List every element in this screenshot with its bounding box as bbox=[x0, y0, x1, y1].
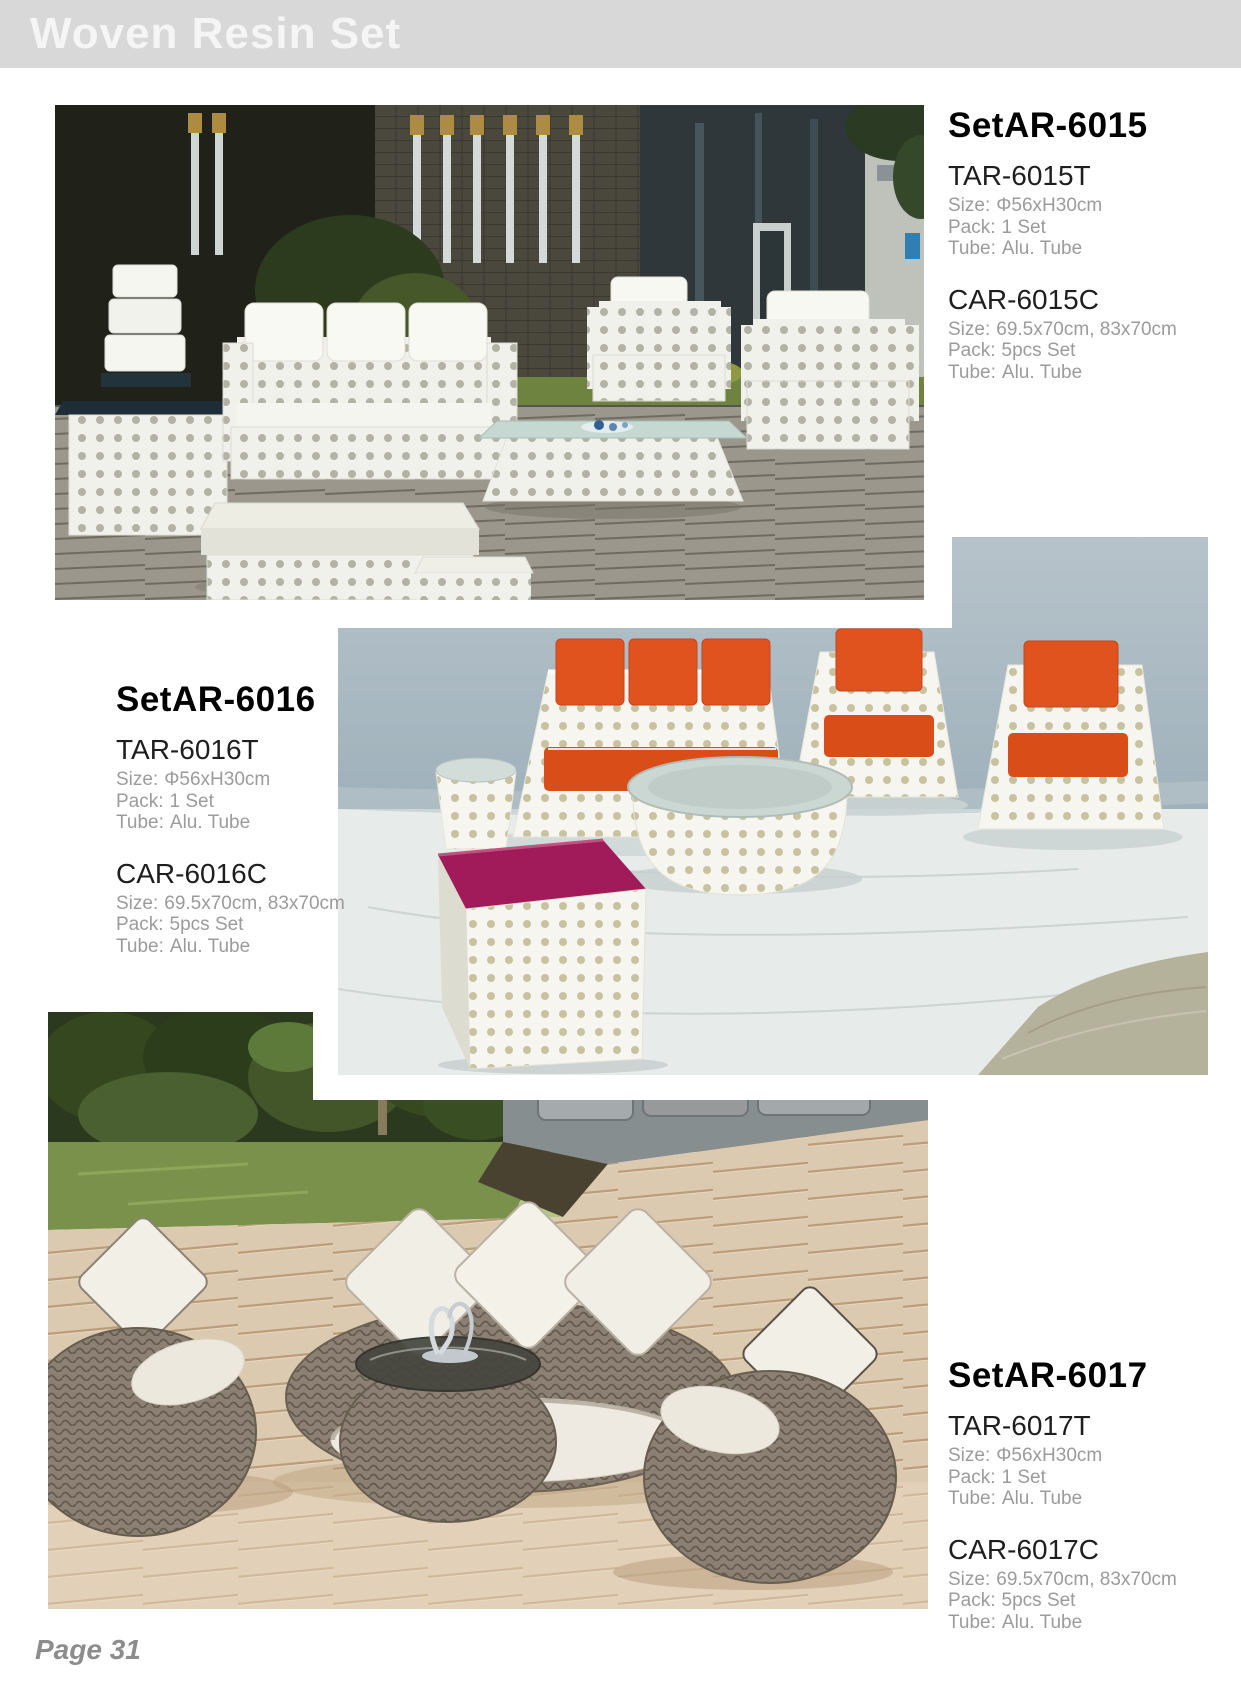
ottoman-magenta bbox=[438, 840, 668, 1074]
blue-chair-far bbox=[905, 233, 920, 259]
item-chairs bbox=[948, 284, 1223, 384]
product-info-setar-6017 bbox=[948, 1356, 1223, 1657]
photo-frame-setar-6015 bbox=[27, 77, 952, 628]
spec-row-size: Size: 69.5x70cm, 83x70cm bbox=[948, 318, 1177, 340]
spec-row-pack: Pack: 5pcs Set bbox=[948, 340, 1076, 361]
side-table-round bbox=[436, 758, 516, 849]
spec-row-tube: Tube: Alu. Tube bbox=[948, 361, 1083, 383]
set-code-heading: SetAR-6016 bbox=[116, 680, 316, 719]
item-code-heading: CAR-6017C bbox=[948, 1533, 1099, 1565]
item-chairs bbox=[116, 858, 391, 958]
set-code-heading: SetAR-6017 bbox=[948, 1356, 1148, 1395]
page-title: Woven Resin Set bbox=[30, 9, 402, 58]
item-table bbox=[948, 160, 1223, 260]
spec-row-pack: Pack: 1 Set bbox=[948, 1466, 1046, 1488]
spec-row-pack: Pack: 5pcs Set bbox=[948, 1590, 1076, 1611]
item-code-heading: CAR-6016C bbox=[116, 857, 267, 889]
item-table bbox=[948, 1410, 1223, 1510]
spec-row-size: Size: 69.5x70cm, 83x70cm bbox=[116, 892, 345, 914]
spec-row-tube: Tube: Alu. Tube bbox=[948, 1611, 1083, 1633]
spec-row-size: Size: Φ56xH30cm bbox=[948, 195, 1103, 216]
product-photo-setar-6017 bbox=[48, 1012, 928, 1609]
three-seat-sofa bbox=[223, 303, 517, 479]
spec-row-tube: Tube: Alu. Tube bbox=[948, 238, 1083, 259]
round-coffee-table bbox=[618, 757, 862, 895]
spec-row-tube: Tube: Alu. Tube bbox=[116, 812, 251, 833]
product-info-setar-6016 bbox=[116, 680, 391, 981]
spec-row-size: Size: Φ56xH30cm bbox=[948, 1445, 1103, 1466]
spec-row-size: Size: Φ56xH30cm bbox=[116, 769, 271, 790]
spec-row-tube: Tube: Alu. Tube bbox=[116, 935, 251, 957]
product-photo-setar-6015 bbox=[55, 105, 924, 600]
set-code-heading: SetAR-6015 bbox=[948, 106, 1148, 145]
item-code-heading: TAR-6015T bbox=[948, 160, 1091, 191]
coffee-table bbox=[479, 420, 747, 519]
product-info-setar-6015 bbox=[948, 106, 1223, 407]
page-header-banner bbox=[0, 0, 1241, 68]
page-number: Page 31 bbox=[35, 1634, 141, 1665]
item-code-heading: TAR-6017T bbox=[948, 1410, 1091, 1441]
spec-row-pack: Pack: 1 Set bbox=[948, 216, 1046, 238]
spec-row-size: Size: 69.5x70cm, 83x70cm bbox=[948, 1568, 1177, 1590]
item-code-heading: CAR-6015C bbox=[948, 283, 1099, 315]
spec-row-tube: Tube: Alu. Tube bbox=[948, 1488, 1083, 1509]
item-chairs bbox=[948, 1534, 1223, 1634]
item-code-heading: TAR-6016T bbox=[116, 734, 259, 765]
spec-row-pack: Pack: 1 Set bbox=[116, 790, 214, 812]
ottoman-small bbox=[415, 557, 533, 600]
item-table bbox=[116, 734, 391, 834]
spec-row-pack: Pack: 5pcs Set bbox=[116, 914, 244, 935]
